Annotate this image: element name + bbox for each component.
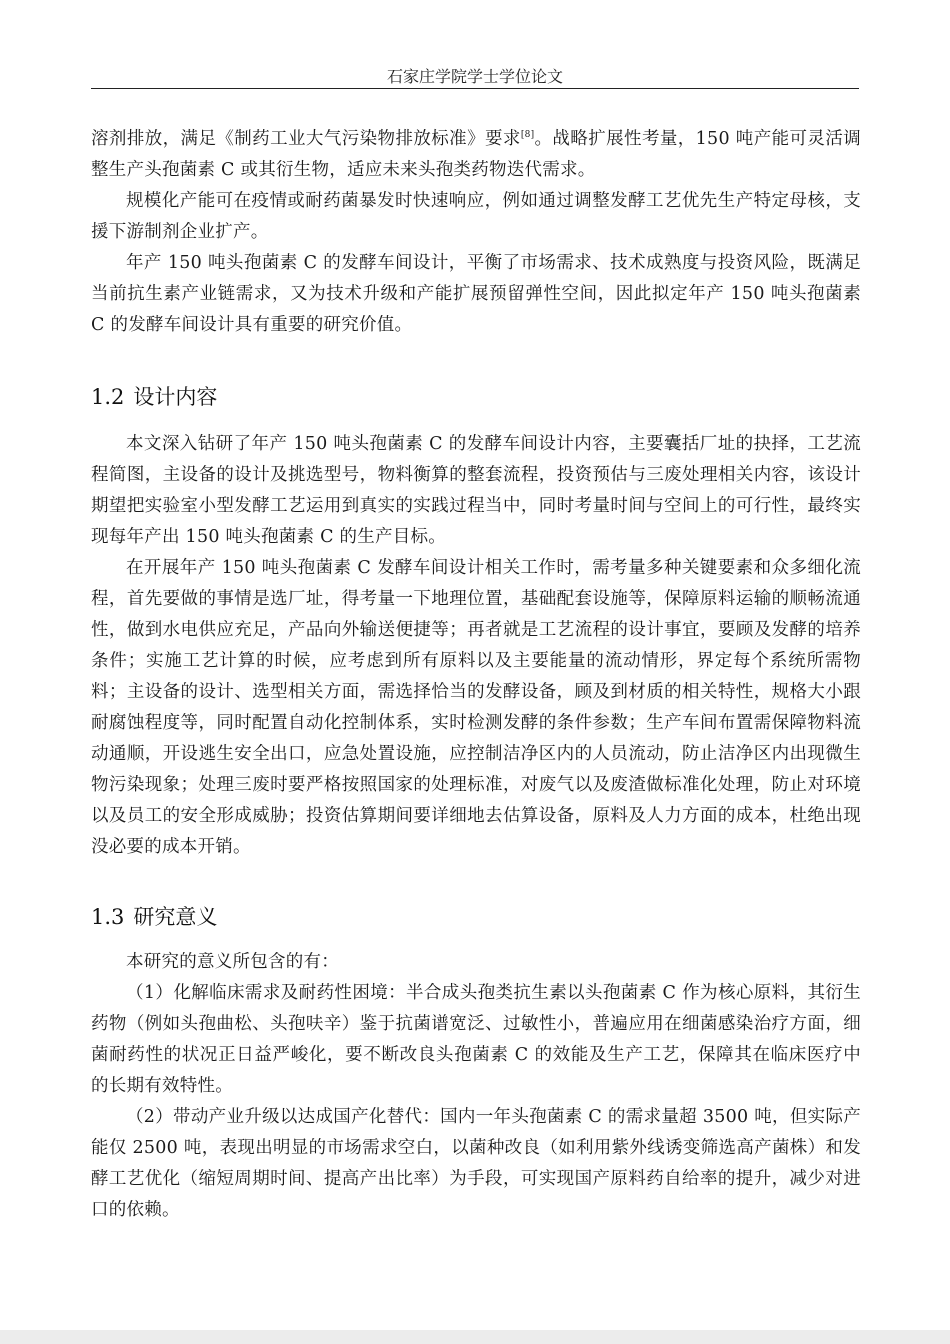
paragraph: 在开展年产 150 吨头孢菌素 C 发酵车间设计相关工作时，需考量多种关键要素和众多细化流程，首先要做的事情是选厂址，得考量一下地理位置，基础配套设施等，保障原料运输的顺畅流通性，做到水电供应充足，产品向外输送便捷等；再者就是工艺流程的设计事宜，要顾及发酵的培养条件；实施工艺计算的时候，应考虑到所有原料以及主要能量的流动情形，界定每个系统所需物料；主设备的设计、选型相关方面，需选择恰当的发酵设备，顾及到材质的相关特性，规格大小跟耐腐蚀程度等，同时配置自动化控制体系，实时检测发酵的条件参数；生产车间布置需保障物料流动通顺，开设逃生安全出口，应急处置设施，应控制洁净区内的人员流动，防止洁净区内出现微生物污染现象；处理三废时要严格按照国家的处理标准，对废气以及废渣做标准化处理，防止对环境以及员工的安全形成威胁；投资估算期间要详细地去估算设备，原料及人力方面的成本，杜绝出现没必要的成本开销。: [91, 558, 861, 857]
list-item-paragraph: （1）化解临床需求及耐药性困境：半合成头孢类抗生素以头孢菌素 C 作为核心原料，其衍生药物（例如头孢曲松、头孢呋辛）鉴于抗菌谱宽泛、过敏性小，普遍应用在细菌感染治疗方面，细菌耐药性的状况正日益严峻化，要不断改良头孢菌素 C 的效能及生产工艺，保障其在临床医疗中的长期有效特性。: [91, 983, 861, 1096]
section-heading-1-3: [91, 903, 861, 931]
running-header: 石家庄学院学士学位论文: [386, 67, 563, 86]
section-number: 1.2: [91, 385, 125, 409]
citation-marker[interactable]: [8]: [520, 130, 535, 141]
section-title: 研究意义: [133, 905, 218, 929]
section-title: 设计内容: [133, 385, 218, 409]
page-bottom-margin: [0, 1330, 950, 1344]
section-number: 1.3: [91, 905, 125, 929]
paragraph: 本研究的意义所包含的有：: [126, 952, 339, 972]
section-heading-1-2: [91, 383, 861, 411]
paragraph: 本文深入钻研了年产 150 吨头孢菌素 C 的发酵车间设计内容，主要囊括厂址的抉择，工艺流程简图，主设备的设计及挑选型号，物料衡算的整套流程，投资预估与三废处理相关内容，该设计期望把实验室小型发酵工艺运用到真实的实践过程当中，同时考量时间与空间上的可行性，最终实现每年产出 150 吨头孢菌素 C 的生产目标。: [91, 434, 861, 547]
paragraph: 规模化产能可在疫情或耐药菌暴发时快速响应，例如通过调整发酵工艺优先生产特定母核，支援下游制剂企业扩产。: [91, 191, 861, 242]
paragraph-text: 。战略扩展性考量，150 吨产能可灵活调整生产头孢菌素 C 或其衍生物，适应未来头孢类药物迭代需求。: [91, 129, 862, 180]
body-content: [91, 124, 861, 1226]
list-item-paragraph: （2）带动产业升级以达成国产化替代：国内一年头孢菌素 C 的需求量超 3500 吨，但实际产能仅 2500 吨，表现出明显的市场需求空白，以菌种改良（如利用紫外线诱变筛选高产菌株）和发酵工艺优化（缩短周期时间、提高产出比率）为手段，可实现国产原料药自给率的提升，减少对进口的依赖。: [91, 1107, 861, 1220]
paragraph: 年产 150 吨头孢菌素 C 的发酵车间设计，平衡了市场需求、技术成熟度与投资风险，既满足当前抗生素产业链需求，又为技术升级和产能扩展预留弹性空间，因此拟定年产 150 吨头孢菌素 C 的发酵车间设计具有重要的研究价值。: [91, 253, 861, 335]
paragraph-continued: [91, 124, 861, 186]
header-rule: [91, 88, 859, 89]
paragraph-text: 溶剂排放，满足《制药工业大气污染物排放标准》要求: [91, 129, 521, 149]
